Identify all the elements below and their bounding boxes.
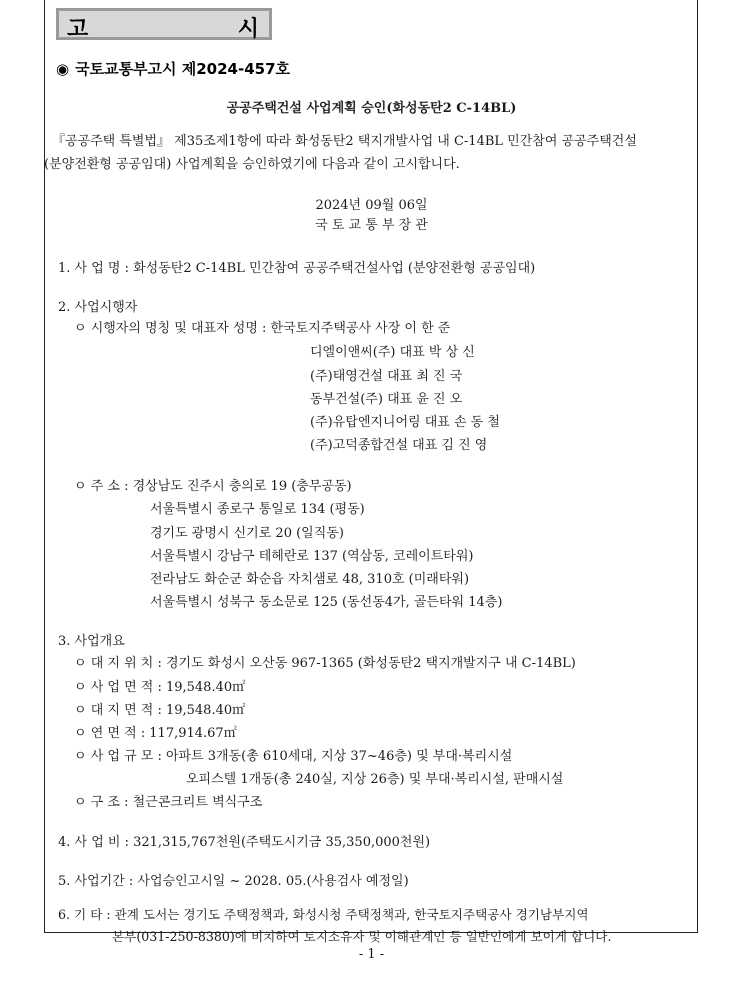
overview-item: ㅇ 사 업 규 모 : 아파트 3개동(총 610세대, 지상 37~46층) 및 부대·복리시설 (74, 749, 513, 764)
overview-item: ㅇ 대 지 면 적 : 19,548.40㎡ (74, 703, 246, 718)
section-6-line-2: 본부(031-250-8380)에 비치하여 토지소유자 및 이해관계인 등 일반인에게 보이게 합니다. (112, 929, 612, 944)
notice-number-line (56, 58, 290, 79)
address-item: 서울특별시 성북구 동소문로 125 (동선동4가, 골든타워 14층) (150, 595, 503, 610)
page-number: - 1 - (358, 947, 385, 962)
section-5-period: 5. 사업기간 : 사업승인고시일 ~ 2028. 05.(사용검사 예정일) (58, 874, 409, 889)
rep-item: (주)유탑엔지니어링 대표 손 동 철 (310, 415, 500, 430)
notice-header-box (56, 8, 272, 40)
section-3-heading: 3. 사업개요 (58, 634, 125, 649)
address-item: 서울특별시 강남구 테헤란로 137 (역삼동, 코레이트타워) (150, 549, 474, 564)
section-4-budget: 4. 사 업 비 : 321,315,767천원(주택도시기금 35,350,000천원) (58, 835, 431, 850)
intro-line-1: 『공공주택 특별법』 제35조제1항에 따라 화성동탄2 택지개발사업 내 C-14BL 민간참여 공공주택건설 (52, 134, 637, 149)
intro-line-2: (분양전환형 공공임대) 사업계획을 승인하였기에 다음과 같이 고시합니다. (44, 157, 460, 172)
overview-item: ㅇ 대 지 위 치 : 경기도 화성시 오산동 967-1365 (화성동탄2 택지개발지구 내 C-14BL) (74, 656, 576, 671)
rep-item: 동부건설(주) 대표 윤 진 오 (310, 392, 463, 407)
notice-char-right: 시 (237, 17, 259, 42)
section-6-line-1: 6. 기 타 : 관계 도서는 경기도 주택정책과, 화성시청 주택정책과, 한국토지주택공사 경기남부지역 (58, 907, 589, 922)
rep-item: (주)태영건설 대표 최 진 국 (310, 369, 463, 384)
minister-name: 국 토 교 통 부 장 관 (315, 218, 428, 233)
notice-char-left: 고 (67, 17, 89, 42)
section-2-heading: 2. 사업시행자 (58, 300, 138, 315)
bullet-icon: ◉ (56, 60, 70, 78)
overview-item: ㅇ 사 업 면 적 : 19,548.40㎡ (74, 680, 246, 695)
address-item: 서울특별시 종로구 통일로 134 (평동) (150, 502, 365, 517)
overview-structure: ㅇ 구 조 : 철근콘크리트 벽식구조 (74, 795, 263, 810)
notice-date: 2024년 09월 06일 (315, 198, 428, 213)
overview-item-continued: 오피스텔 1개동(총 240실, 지상 26층) 및 부대·복리시설, 판매시설 (186, 772, 564, 787)
section-2-address-label: ㅇ 주 소 : 경상남도 진주시 충의로 19 (충무공동) (74, 479, 352, 494)
rep-item: (주)고덕종합건설 대표 김 진 영 (310, 438, 488, 453)
address-item: 전라남도 화순군 화순읍 자치샘로 48, 310호 (미래타워) (150, 572, 470, 587)
overview-item: ㅇ 연 면 적 : 117,914.67㎡ (74, 726, 237, 741)
section-1-project-name: 1. 사 업 명 : 화성동탄2 C-14BL 민간참여 공공주택건설사업 (분양전환형 공공임대) (58, 261, 536, 276)
rep-item: 디엘이앤씨(주) 대표 박 상 신 (310, 345, 475, 360)
notice-number: 국토교통부고시 제2024-457호 (75, 60, 291, 78)
document-title: 공공주택건설 사업계획 승인(화성동탄2 C-14BL) (226, 101, 517, 116)
address-item: 경기도 광명시 신기로 20 (일직동) (150, 526, 344, 541)
section-2-rep-label: ㅇ 시행자의 명칭 및 대표자 성명 : 한국토지주택공사 사장 이 한 준 (74, 321, 451, 336)
